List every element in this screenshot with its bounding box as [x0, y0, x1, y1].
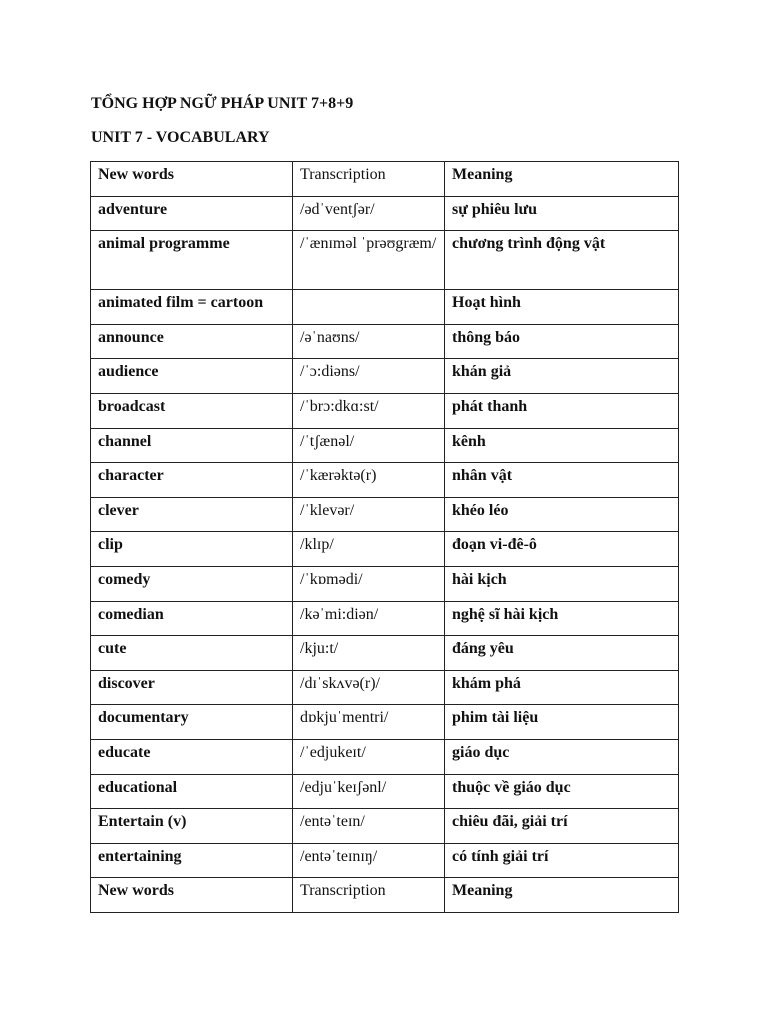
table-row: [91, 601, 679, 636]
transcription-cell: /entəˈteɪn/: [293, 809, 445, 844]
meaning-cell: khéo léo: [445, 497, 679, 532]
meaning-cell: nhân vật: [445, 463, 679, 498]
table-row: [91, 670, 679, 705]
table-row: [91, 774, 679, 809]
transcription-cell: /edjuˈkeɪʃənl/: [293, 774, 445, 809]
vocabulary-table: [90, 161, 679, 913]
table-row: [91, 196, 679, 231]
table-row: [91, 843, 679, 878]
meaning-cell: có tính giải trí: [445, 843, 679, 878]
table-row: [91, 463, 679, 498]
table-row: [91, 532, 679, 567]
transcription-cell: /ˈklevər/: [293, 497, 445, 532]
transcription-cell: /ˈkærəktə(r): [293, 463, 445, 498]
word-cell: documentary: [91, 705, 293, 740]
meaning-cell: giáo dục: [445, 739, 679, 774]
transcription-cell: Transcription: [293, 878, 445, 913]
transcription-cell: dɒkjuˈmentri/: [293, 705, 445, 740]
word-cell: animal programme: [91, 231, 293, 290]
word-cell: animated film = cartoon: [91, 290, 293, 325]
transcription-cell: /kəˈmi:diən/: [293, 601, 445, 636]
meaning-cell: phim tài liệu: [445, 705, 679, 740]
word-cell: comedy: [91, 566, 293, 601]
transcription-cell: /dɪˈskʌvə(r)/: [293, 670, 445, 705]
transcription-cell: /ˈedjukeɪt/: [293, 739, 445, 774]
table-row: [91, 809, 679, 844]
vocabulary-table-body: [91, 162, 679, 913]
word-cell: entertaining: [91, 843, 293, 878]
meaning-cell: chiêu đãi, giải trí: [445, 809, 679, 844]
meaning-cell: Meaning: [445, 878, 679, 913]
meaning-cell: khám phá: [445, 670, 679, 705]
transcription-cell: [293, 290, 445, 325]
word-cell: adventure: [91, 196, 293, 231]
meaning-cell: khán giả: [445, 359, 679, 394]
table-row: [91, 359, 679, 394]
word-cell: discover: [91, 670, 293, 705]
word-cell: announce: [91, 324, 293, 359]
word-cell: broadcast: [91, 393, 293, 428]
transcription-cell: /ˈænɪməl ˈprəʊgræm/: [293, 231, 445, 290]
meaning-cell: hài kịch: [445, 566, 679, 601]
word-cell: New words: [91, 162, 293, 197]
meaning-cell: đáng yêu: [445, 636, 679, 671]
meaning-cell: nghệ sĩ hài kịch: [445, 601, 679, 636]
transcription-cell: Transcription: [293, 162, 445, 197]
table-row: [91, 739, 679, 774]
table-row: [91, 428, 679, 463]
table-header-row: [91, 878, 679, 913]
table-row: [91, 636, 679, 671]
word-cell: New words: [91, 878, 293, 913]
word-cell: clip: [91, 532, 293, 567]
table-row: [91, 324, 679, 359]
word-cell: clever: [91, 497, 293, 532]
transcription-cell: /ˈtʃænəl/: [293, 428, 445, 463]
word-cell: comedian: [91, 601, 293, 636]
meaning-cell: Hoạt hình: [445, 290, 679, 325]
meaning-cell: kênh: [445, 428, 679, 463]
word-cell: cute: [91, 636, 293, 671]
word-cell: educate: [91, 739, 293, 774]
table-header-row: [91, 162, 679, 197]
meaning-cell: sự phiêu lưu: [445, 196, 679, 231]
section-title: UNIT 7 - VOCABULARY: [91, 129, 270, 146]
meaning-cell: thuộc về giáo dục: [445, 774, 679, 809]
table-row: [91, 393, 679, 428]
word-cell: educational: [91, 774, 293, 809]
transcription-cell: /ˈkɒmədi/: [293, 566, 445, 601]
table-row: [91, 497, 679, 532]
table-row: [91, 290, 679, 325]
meaning-cell: Meaning: [445, 162, 679, 197]
word-cell: channel: [91, 428, 293, 463]
transcription-cell: /ˈbrɔ:dkɑ:st/: [293, 393, 445, 428]
transcription-cell: /ədˈventʃər/: [293, 196, 445, 231]
word-cell: audience: [91, 359, 293, 394]
word-cell: character: [91, 463, 293, 498]
table-row: [91, 705, 679, 740]
word-cell: Entertain (v): [91, 809, 293, 844]
meaning-cell: thông báo: [445, 324, 679, 359]
transcription-cell: /entəˈteɪnɪŋ/: [293, 843, 445, 878]
transcription-cell: /klɪp/: [293, 532, 445, 567]
transcription-cell: /ˈɔ:diəns/: [293, 359, 445, 394]
table-row: [91, 566, 679, 601]
transcription-cell: /əˈnaʊns/: [293, 324, 445, 359]
meaning-cell: chương trình động vật: [445, 231, 679, 290]
meaning-cell: đoạn vi-đê-ô: [445, 532, 679, 567]
table-row: [91, 231, 679, 290]
meaning-cell: phát thanh: [445, 393, 679, 428]
transcription-cell: /kju:t/: [293, 636, 445, 671]
document-title: TỔNG HỢP NGỮ PHÁP UNIT 7+8+9: [91, 95, 354, 112]
